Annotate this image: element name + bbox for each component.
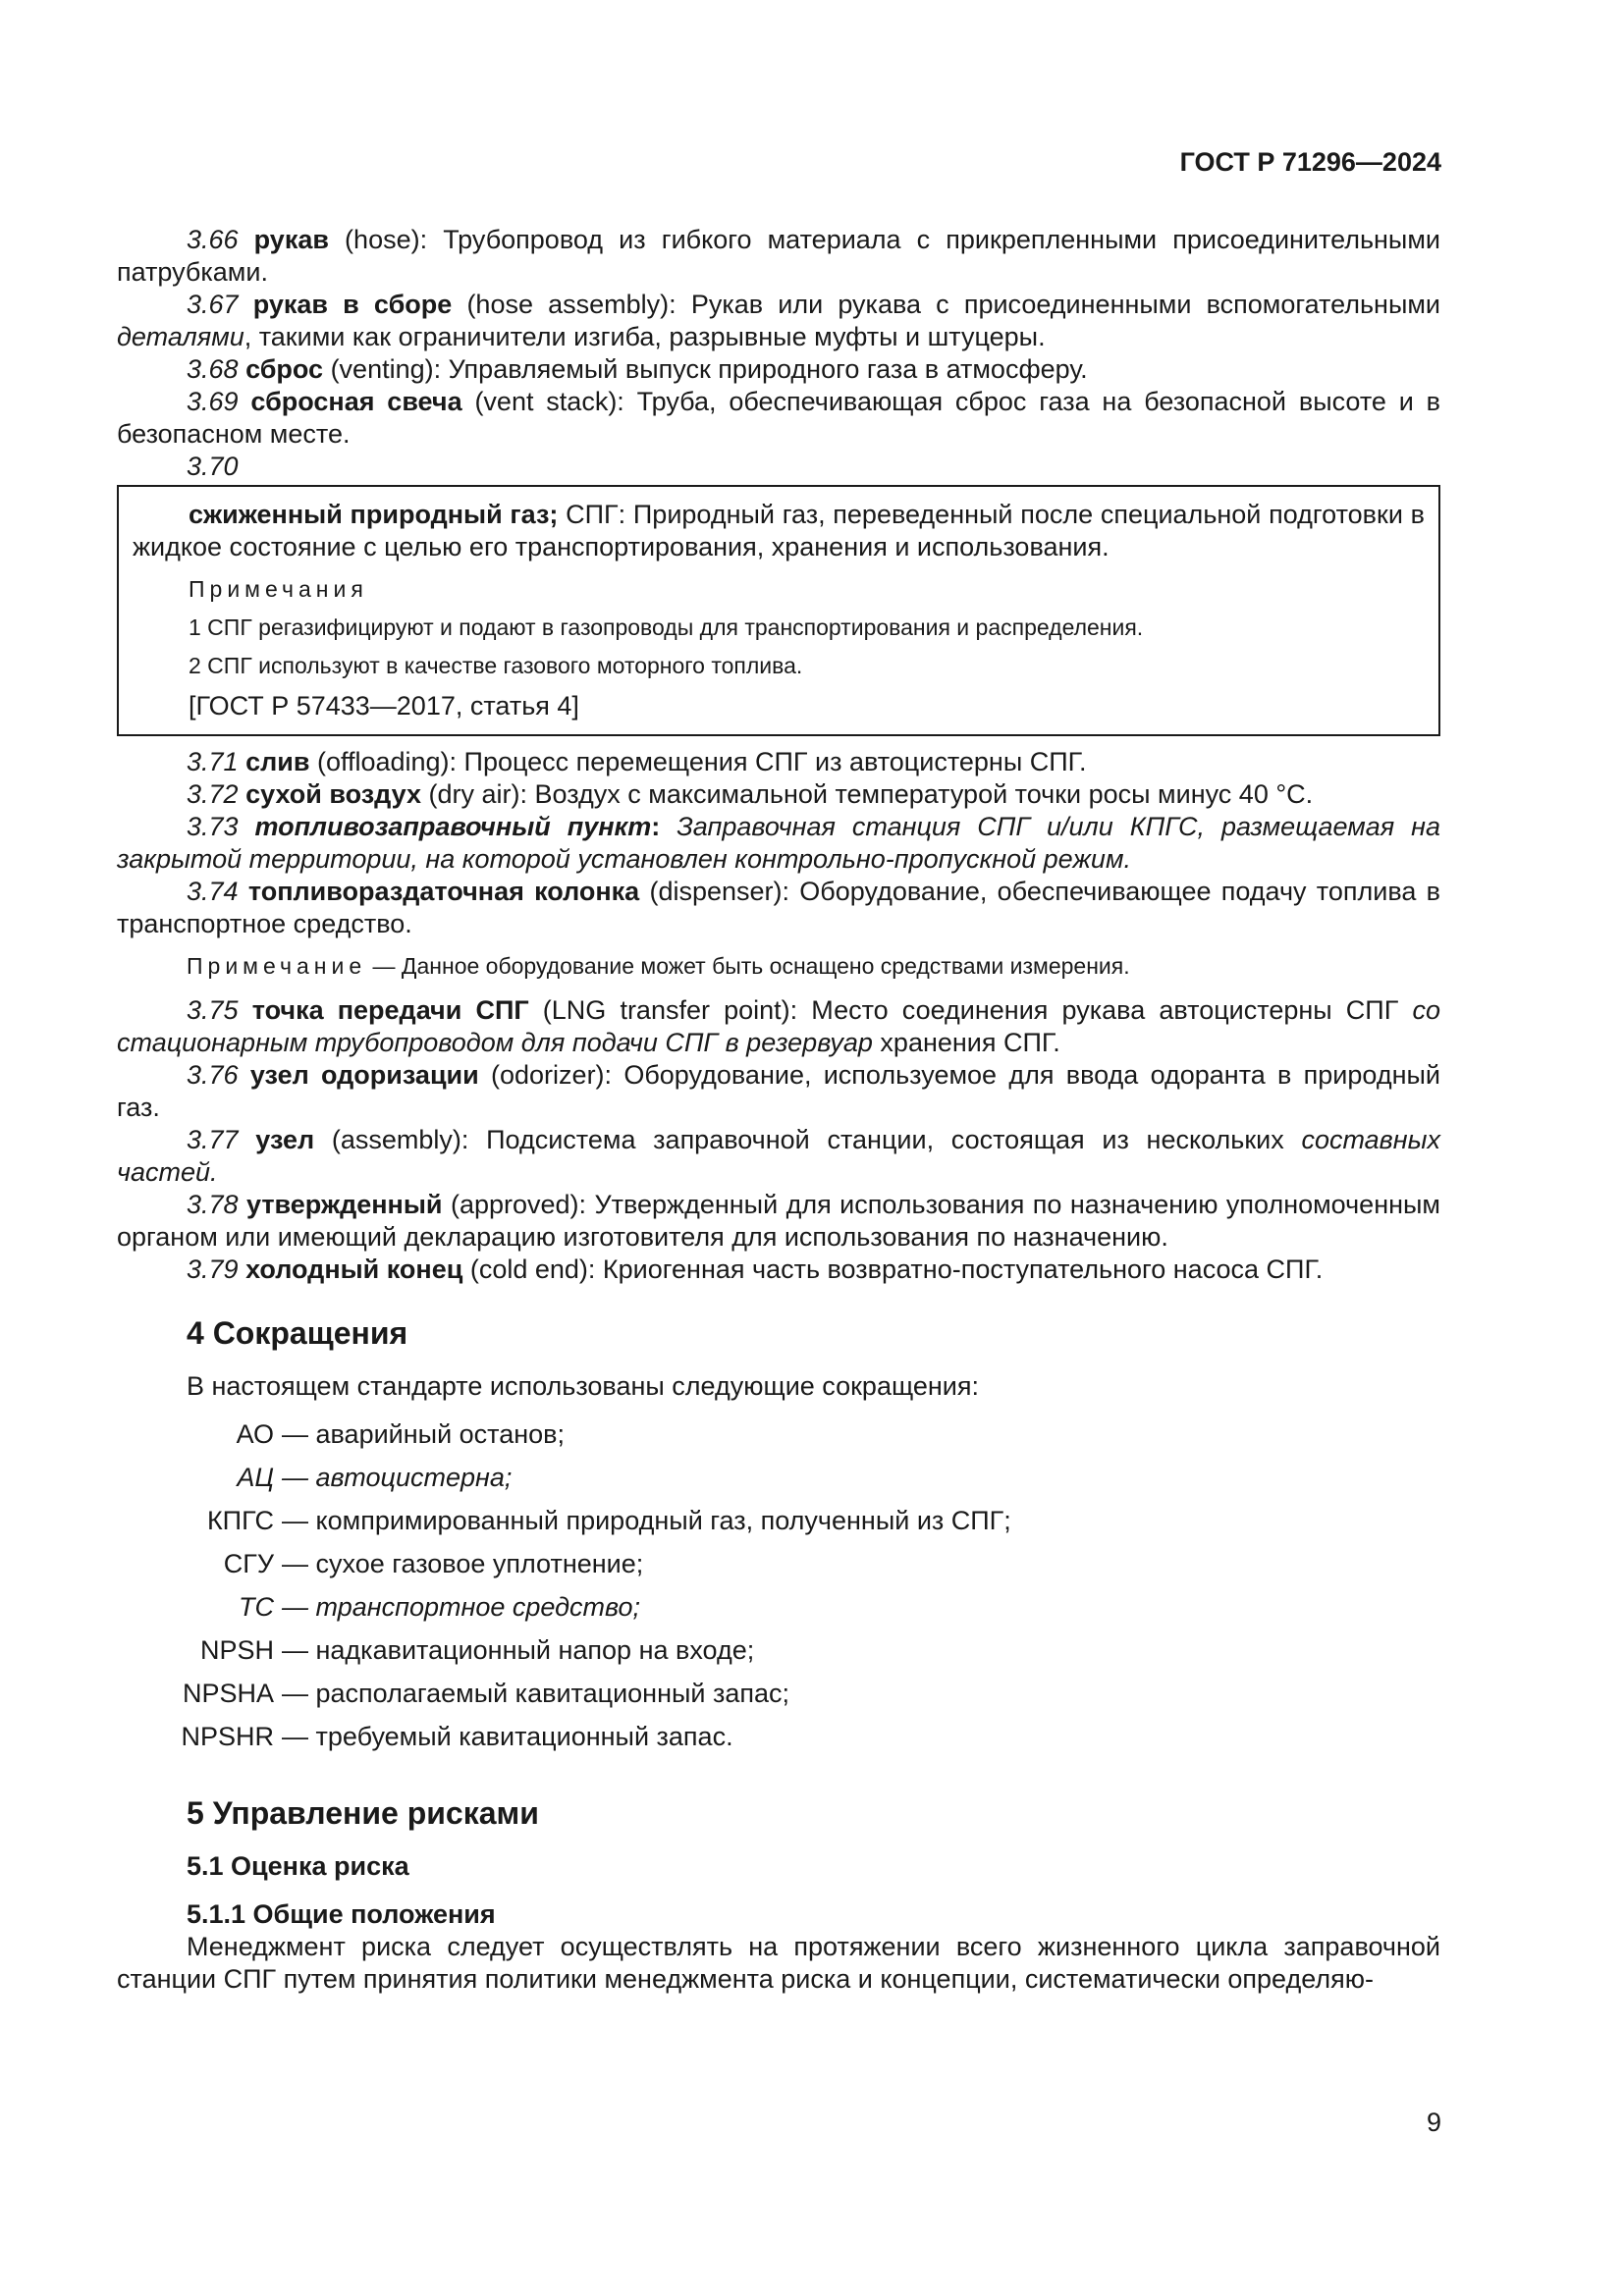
page-number: 9 xyxy=(1426,2108,1441,2137)
section-4-title: 4 Сокращения xyxy=(187,1315,408,1351)
abbreviation-item: СГУ — сухое газовое уплотнение; xyxy=(223,1549,644,1578)
term-3-72: 3.72 сухой воздух (dry air): Воздух с максимальной температурой точки росы минус 40 °С. xyxy=(187,779,1314,809)
note-2: 2 СПГ используют в качестве газового моторного топлива. xyxy=(189,653,803,678)
term-name: рукав xyxy=(253,225,329,254)
abbreviation-item: NPSH — надкавитационный напор на входе; xyxy=(199,1635,755,1665)
term-3-76: 3.76 узел одоризации (odorizer): Оборудование, используемое для ввода одоранта в природный газ. xyxy=(117,1060,1440,1122)
term-name: узел одоризации xyxy=(249,1060,479,1090)
term-name: рукав в сборе xyxy=(252,290,453,319)
source-reference: [ГОСТ Р 57433—2017, статья 4] xyxy=(189,691,579,721)
document-code-header: ГОСТ Р 71296—2024 xyxy=(1179,147,1441,177)
section-5-title: 5 Управление рисками xyxy=(187,1795,539,1831)
page-content xyxy=(117,224,1440,1996)
term-3-70-definition: сжиженный природный газ; СПГ: Природный газ, переведенный после специальной подготовки в жидкое состояние с целью его транспортирования, хранения и использования. xyxy=(133,500,1425,561)
term-3-66: 3.66 рукав (hose): Трубопровод из гибкого материала с прикрепленными присоединительными патрубками. xyxy=(117,225,1440,287)
abbreviation-item: NPSHR — требуемый кавитационный запас. xyxy=(181,1722,733,1751)
abbreviation-item: NPSHA — располагаемый кавитационный запас; xyxy=(182,1679,790,1708)
term-name: узел xyxy=(255,1125,315,1154)
term-name: слив xyxy=(245,747,310,776)
abbreviation-item: АО — аварийный останов; xyxy=(236,1419,566,1449)
term-3-70-box xyxy=(117,485,1440,736)
notes-label: Примечания xyxy=(189,576,368,602)
term-name: сбросная свеча xyxy=(250,387,462,416)
term-name: точка передачи СПГ xyxy=(251,995,529,1025)
term-3-70-number: 3.70 xyxy=(187,452,239,481)
term-name: топливораздаточная колонка xyxy=(247,877,640,906)
term-name: утвержденный xyxy=(245,1190,443,1219)
term-name: сброс xyxy=(245,354,324,384)
abbreviation-item: ТС — транспортное средство; xyxy=(239,1592,641,1622)
abbreviation-item: АЦ — автоцистерна; xyxy=(237,1463,513,1492)
term-3-68: 3.68 сброс (venting): Управляемый выпуск природного газа в атмосферу. xyxy=(187,354,1088,384)
abbreviations-intro: В настоящем стандарте использованы следующие сокращения: xyxy=(187,1371,980,1401)
subsection-5-1-title: 5.1 Оценка риска xyxy=(187,1851,409,1881)
abbreviation-item: КПГС — компримированный природный газ, полученный из СПГ; xyxy=(206,1506,1011,1535)
note-3-74: Примечание — Данное оборудование может быть оснащено средствами измерения. xyxy=(187,953,1130,979)
term-name: холодный конец xyxy=(245,1255,463,1284)
term-name: топливозаправочный пункт xyxy=(254,812,652,841)
term-name: сжиженный природный газ; xyxy=(189,500,559,529)
term-3-73: 3.73 топливозаправочный пункт: Заправочная станция СПГ и/или КПГС, размещаемая на закрытой территории, на которой установлен контрольно-пропускной режим. xyxy=(117,812,1440,874)
term-3-77: 3.77 узел (assembly): Подсистема заправочной станции, состоящая из нескольких составных частей. xyxy=(117,1125,1440,1187)
term-3-79: 3.79 холодный конец (cold end): Криогенная часть возвратно-поступательного насоса СПГ. xyxy=(187,1255,1324,1284)
term-3-78: 3.78 утвержденный (approved): Утвержденный для использования по назначению уполномоченным органом или имеющий декларацию изготовителя для использования по назначению. xyxy=(117,1190,1440,1252)
term-3-67: 3.67 рукав в сборе (hose assembly): Рукав или рукава с присоединенными вспомогательными деталями, такими как ограничители изгиба, разрывные муфты и штуцеры. xyxy=(117,290,1440,351)
subsection-5-1-1-title: 5.1.1 Общие положения xyxy=(187,1899,496,1929)
term-3-74: 3.74 топливораздаточная колонка (dispenser): Оборудование, обеспечивающее подачу топлива в транспортное средство. xyxy=(117,877,1440,938)
term-3-69: 3.69 сбросная свеча (vent stack): Труба, обеспечивающая сброс газа на безопасной высоте и в безопасном месте. xyxy=(117,387,1440,449)
note-1: 1 СПГ регазифицируют и подают в газопроводы для транспортирования и распределения. xyxy=(189,614,1144,640)
section-5-paragraph: Менеджмент риска следует осуществлять на протяжении всего жизненного цикла заправочной станции СПГ путем принятия политики менеджмента риска и концепции, систематически определяю- xyxy=(117,1932,1440,1994)
term-3-75: 3.75 точка передачи СПГ (LNG transfer point): Место соединения рукава автоцистерны СПГ со стационарным трубопроводом для подачи СПГ в резервуар хранения СПГ. xyxy=(117,995,1440,1057)
term-name: сухой воздух xyxy=(245,779,422,809)
term-3-71: 3.71 слив (offloading): Процесс перемещения СПГ из автоцистерны СПГ. xyxy=(187,747,1087,776)
abbreviations-list xyxy=(117,1413,1440,1758)
